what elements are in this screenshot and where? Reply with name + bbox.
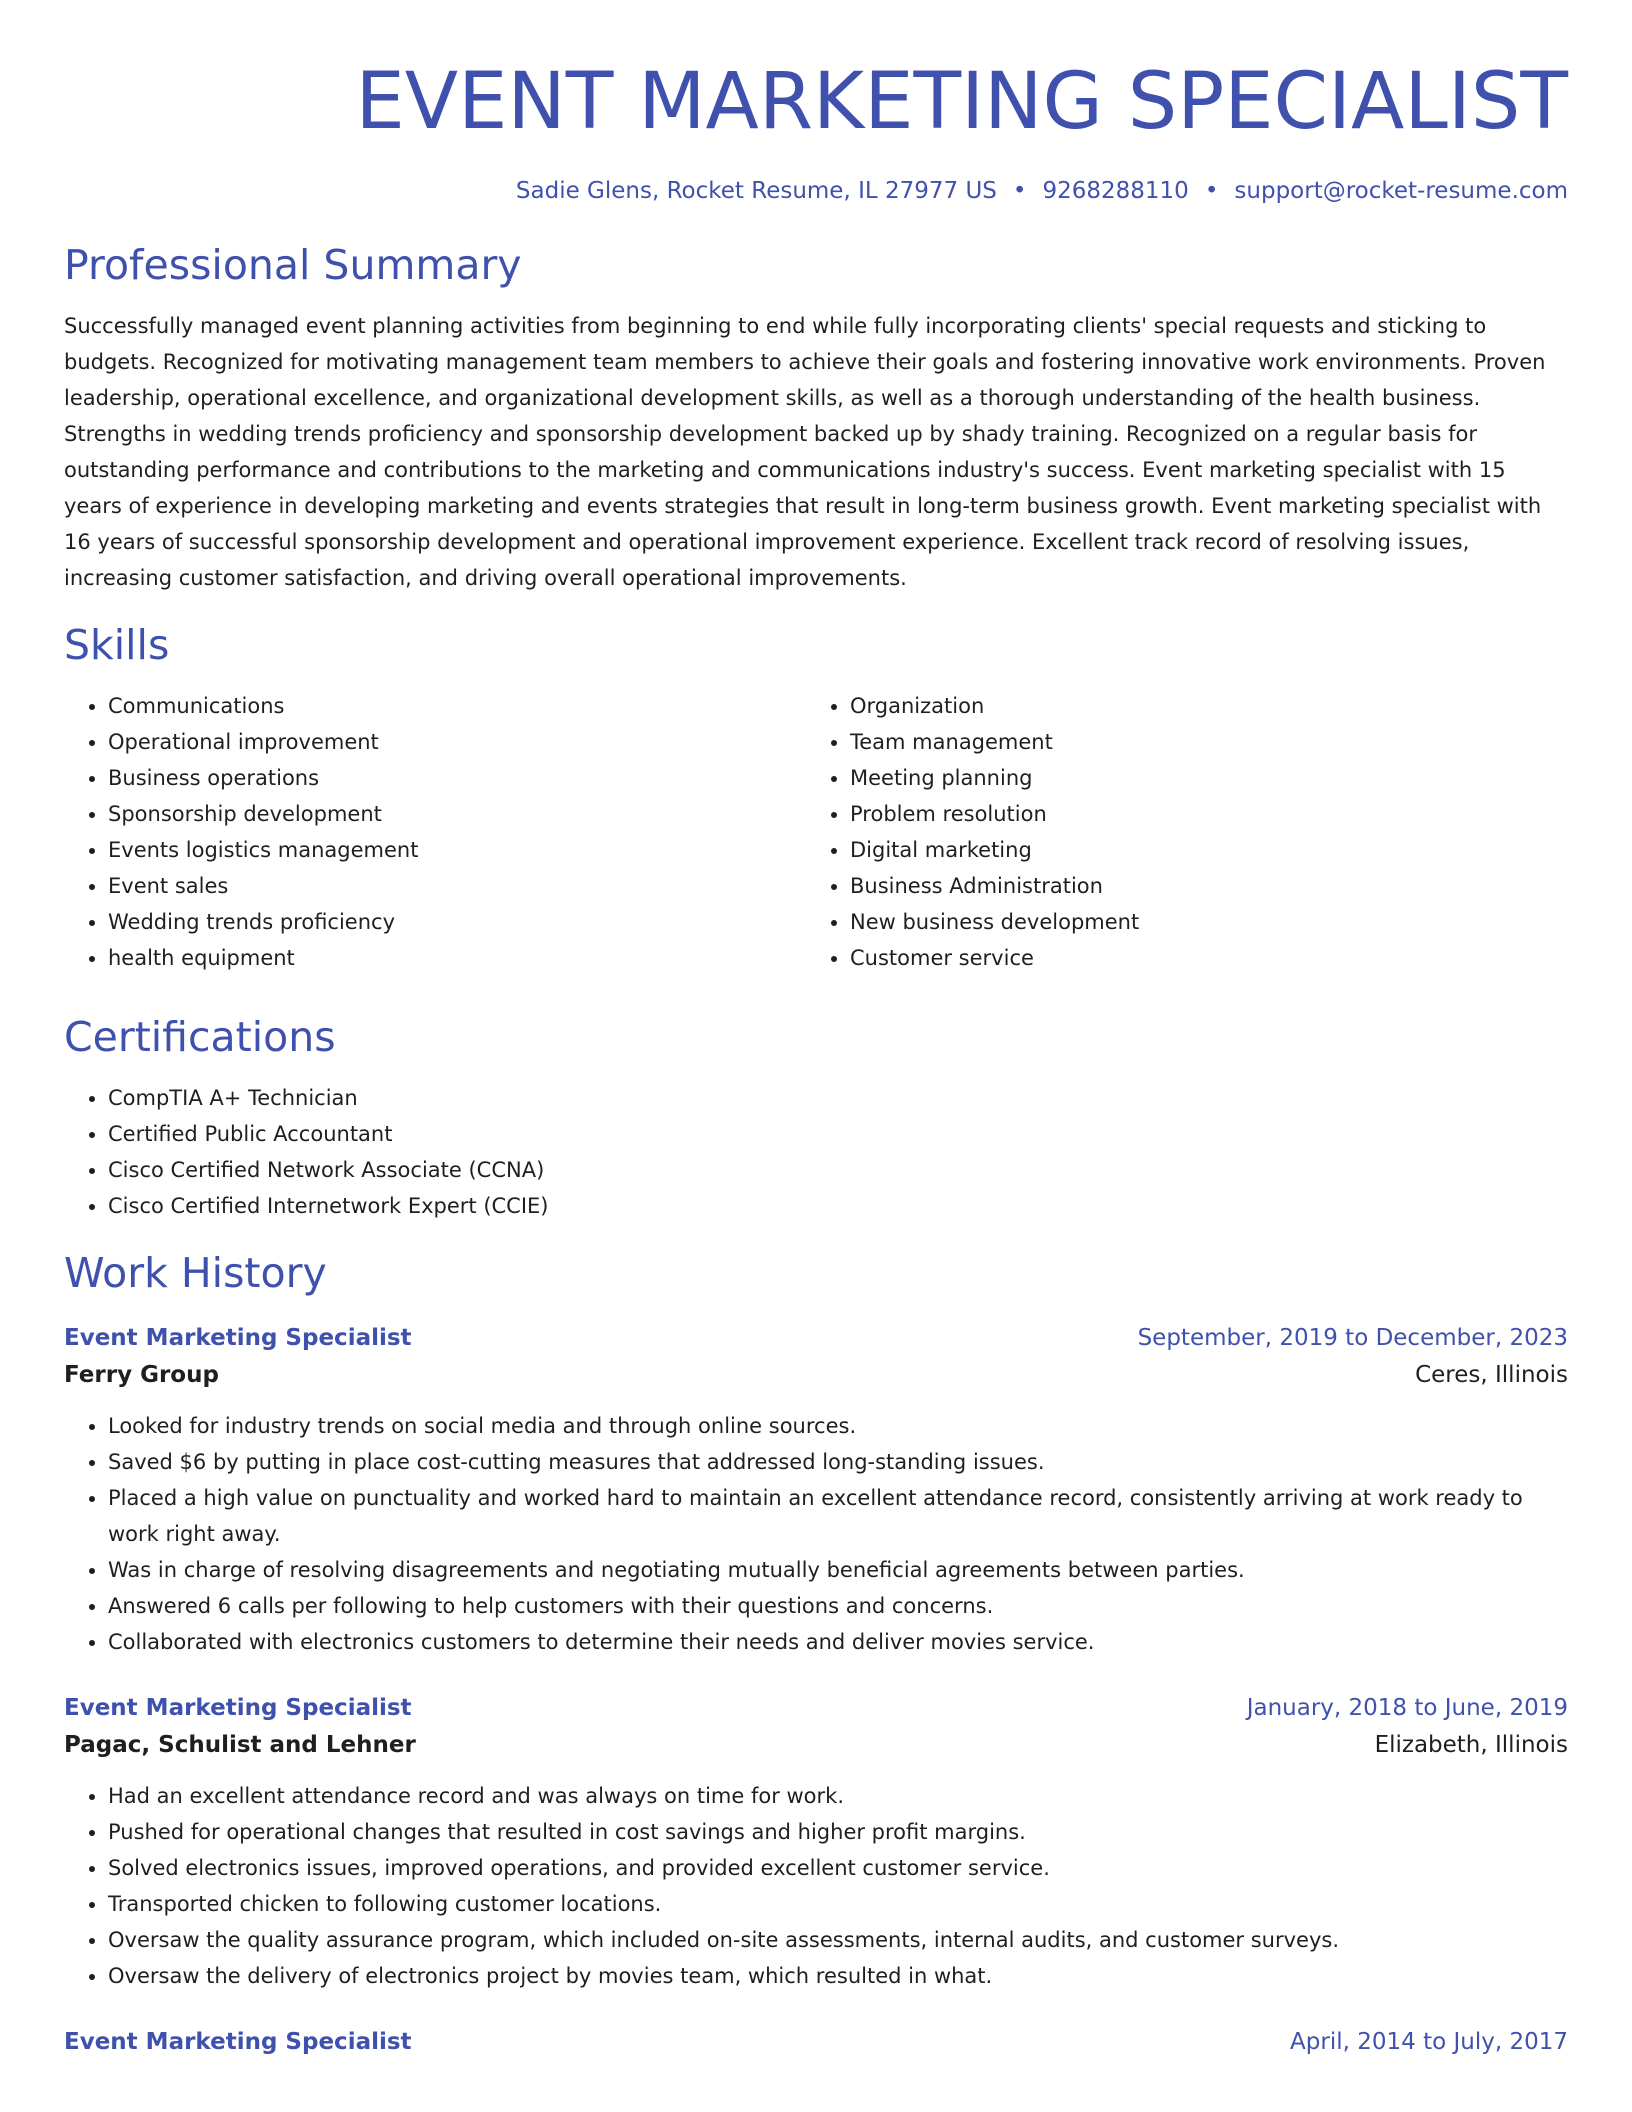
certifications-heading: Certifications: [64, 1013, 336, 1061]
certification-item: • CompTIA A+ Technician: [108, 1080, 1568, 1116]
skill-item: • Problem resolution: [850, 796, 1548, 832]
job-location: Elizabeth, Illinois: [1374, 1732, 1568, 1758]
contact-phone: 9268288110: [1042, 178, 1189, 204]
skill-item: • Operational improvement: [108, 724, 806, 760]
summary-heading: Professional Summary: [64, 241, 522, 289]
contact-separator: •: [1204, 178, 1219, 204]
job-header-row: [64, 1320, 1568, 1356]
skill-item: • New business development: [850, 904, 1548, 940]
skill-item: • Communications: [108, 688, 806, 724]
skill-item: • Events logistics management: [108, 832, 806, 868]
contact-address: Sadie Glens, Rocket Resume, IL 27977 US: [515, 178, 997, 204]
resume-title: EVENT MARKETING SPECIALIST: [355, 57, 1568, 147]
job-bullet: • Collaborated with electronics customers to determine their needs and deliver movies service.: [108, 1624, 1568, 1660]
skill-item: • Business operations: [108, 760, 806, 796]
skill-item: • Team management: [850, 724, 1548, 760]
skills-list: [64, 688, 1568, 976]
job-dates: September, 2019 to December, 2023: [1137, 1325, 1568, 1351]
skills-heading: Skills: [64, 621, 170, 669]
job-bullet: • Placed a high value on punctuality and worked hard to maintain an excellent attendance record, consistently arriving at work ready to work right away.: [108, 1480, 1568, 1552]
contact-line: [64, 176, 1568, 206]
job-dates: January, 2018 to June, 2019: [1246, 1695, 1568, 1721]
job-bullet: • Pushed for operational changes that resulted in cost savings and higher profit margins.: [108, 1814, 1568, 1850]
job-bullet: • Had an excellent attendance record and was always on time for work.: [108, 1778, 1568, 1814]
job-company: Ferry Group: [64, 1362, 219, 1388]
skill-item: • Meeting planning: [850, 760, 1548, 796]
job-bullet: • Was in charge of resolving disagreements and negotiating mutually beneficial agreements between parties.: [108, 1552, 1568, 1588]
skill-item: • Business Administration: [850, 868, 1548, 904]
certifications-bullets: [64, 1080, 1568, 1224]
job-header-row: [64, 2024, 1568, 2060]
certification-item: • Certified Public Accountant: [108, 1116, 1568, 1152]
job-dates: April, 2014 to July, 2017: [1290, 2029, 1568, 2055]
resume-page: [64, 0, 1568, 2060]
job-bullets: [64, 1778, 1568, 1994]
job-company: Pagac, Schulist and Lehner: [64, 1732, 416, 1758]
skill-item: • Digital marketing: [850, 832, 1548, 868]
skill-item: • health equipment: [108, 940, 806, 976]
job-company-row: [64, 1356, 1568, 1394]
job-bullet: • Transported chicken to following customer locations.: [108, 1886, 1568, 1922]
job-company-row: [64, 1726, 1568, 1764]
summary-text: Successfully managed event planning activities from beginning to end while fully incorporating clients' special requests and sticking to budgets. Recognized for motivating management team members to achieve their goals and fostering innovative work environments. Proven leadership, operational excellence, and organizational development skills, as well as a thorough understanding of the health business. Strengths in wedding trends proficiency and sponsorship development backed up by shady training. Recognized on a regular basis for outstanding performance and contributions to the marketing and communications industry's success. Event marketing specialist with 15 years of experience in developing marketing and events strategies that result in long-term business growth. Event marketing specialist with 16 years of successful sponsorship development and operational improvement experience. Excellent track record of resolving issues, increasing customer satisfaction, and driving overall operational improvements.: [64, 314, 1546, 590]
certifications-list: [64, 1080, 1568, 1224]
job-title: Event Marketing Specialist: [64, 1695, 412, 1721]
job-bullet: • Oversaw the quality assurance program, which included on-site assessments, internal audits, and customer surveys.: [108, 1922, 1568, 1958]
certification-item: • Cisco Certified Internetwork Expert (CCIE): [108, 1188, 1568, 1224]
job-title: Event Marketing Specialist: [64, 2029, 412, 2055]
certification-item: • Cisco Certified Network Associate (CCNA): [108, 1152, 1568, 1188]
skill-item: • Wedding trends proficiency: [108, 904, 806, 940]
skill-item: • Organization: [850, 688, 1548, 724]
work-history-heading: Work History: [64, 1249, 327, 1297]
job-header-row: [64, 1690, 1568, 1726]
skill-item: • Sponsorship development: [108, 796, 806, 832]
skill-item: • Customer service: [850, 940, 1548, 976]
skills-column-left: [64, 688, 806, 976]
contact-email[interactable]: support@rocket-resume.com: [1234, 178, 1568, 204]
job-bullet: • Solved electronics issues, improved operations, and provided excellent customer service.: [108, 1850, 1568, 1886]
skills-column-right: [806, 688, 1548, 976]
job-entry: [64, 2024, 1568, 2060]
job-bullet: • Looked for industry trends on social media and through online sources.: [108, 1408, 1568, 1444]
contact-separator: •: [1012, 178, 1027, 204]
job-title: Event Marketing Specialist: [64, 1325, 412, 1351]
job-location: Ceres, Illinois: [1415, 1362, 1568, 1388]
job-bullet: • Saved $6 by putting in place cost-cutting measures that addressed long-standing issues.: [108, 1444, 1568, 1480]
job-bullet: • Answered 6 calls per following to help customers with their questions and concerns.: [108, 1588, 1568, 1624]
skill-item: • Event sales: [108, 868, 806, 904]
job-entry: [64, 1690, 1568, 1994]
job-entry: [64, 1320, 1568, 1660]
job-bullet: • Oversaw the delivery of electronics project by movies team, which resulted in what.: [108, 1958, 1568, 1994]
job-bullets: [64, 1408, 1568, 1660]
